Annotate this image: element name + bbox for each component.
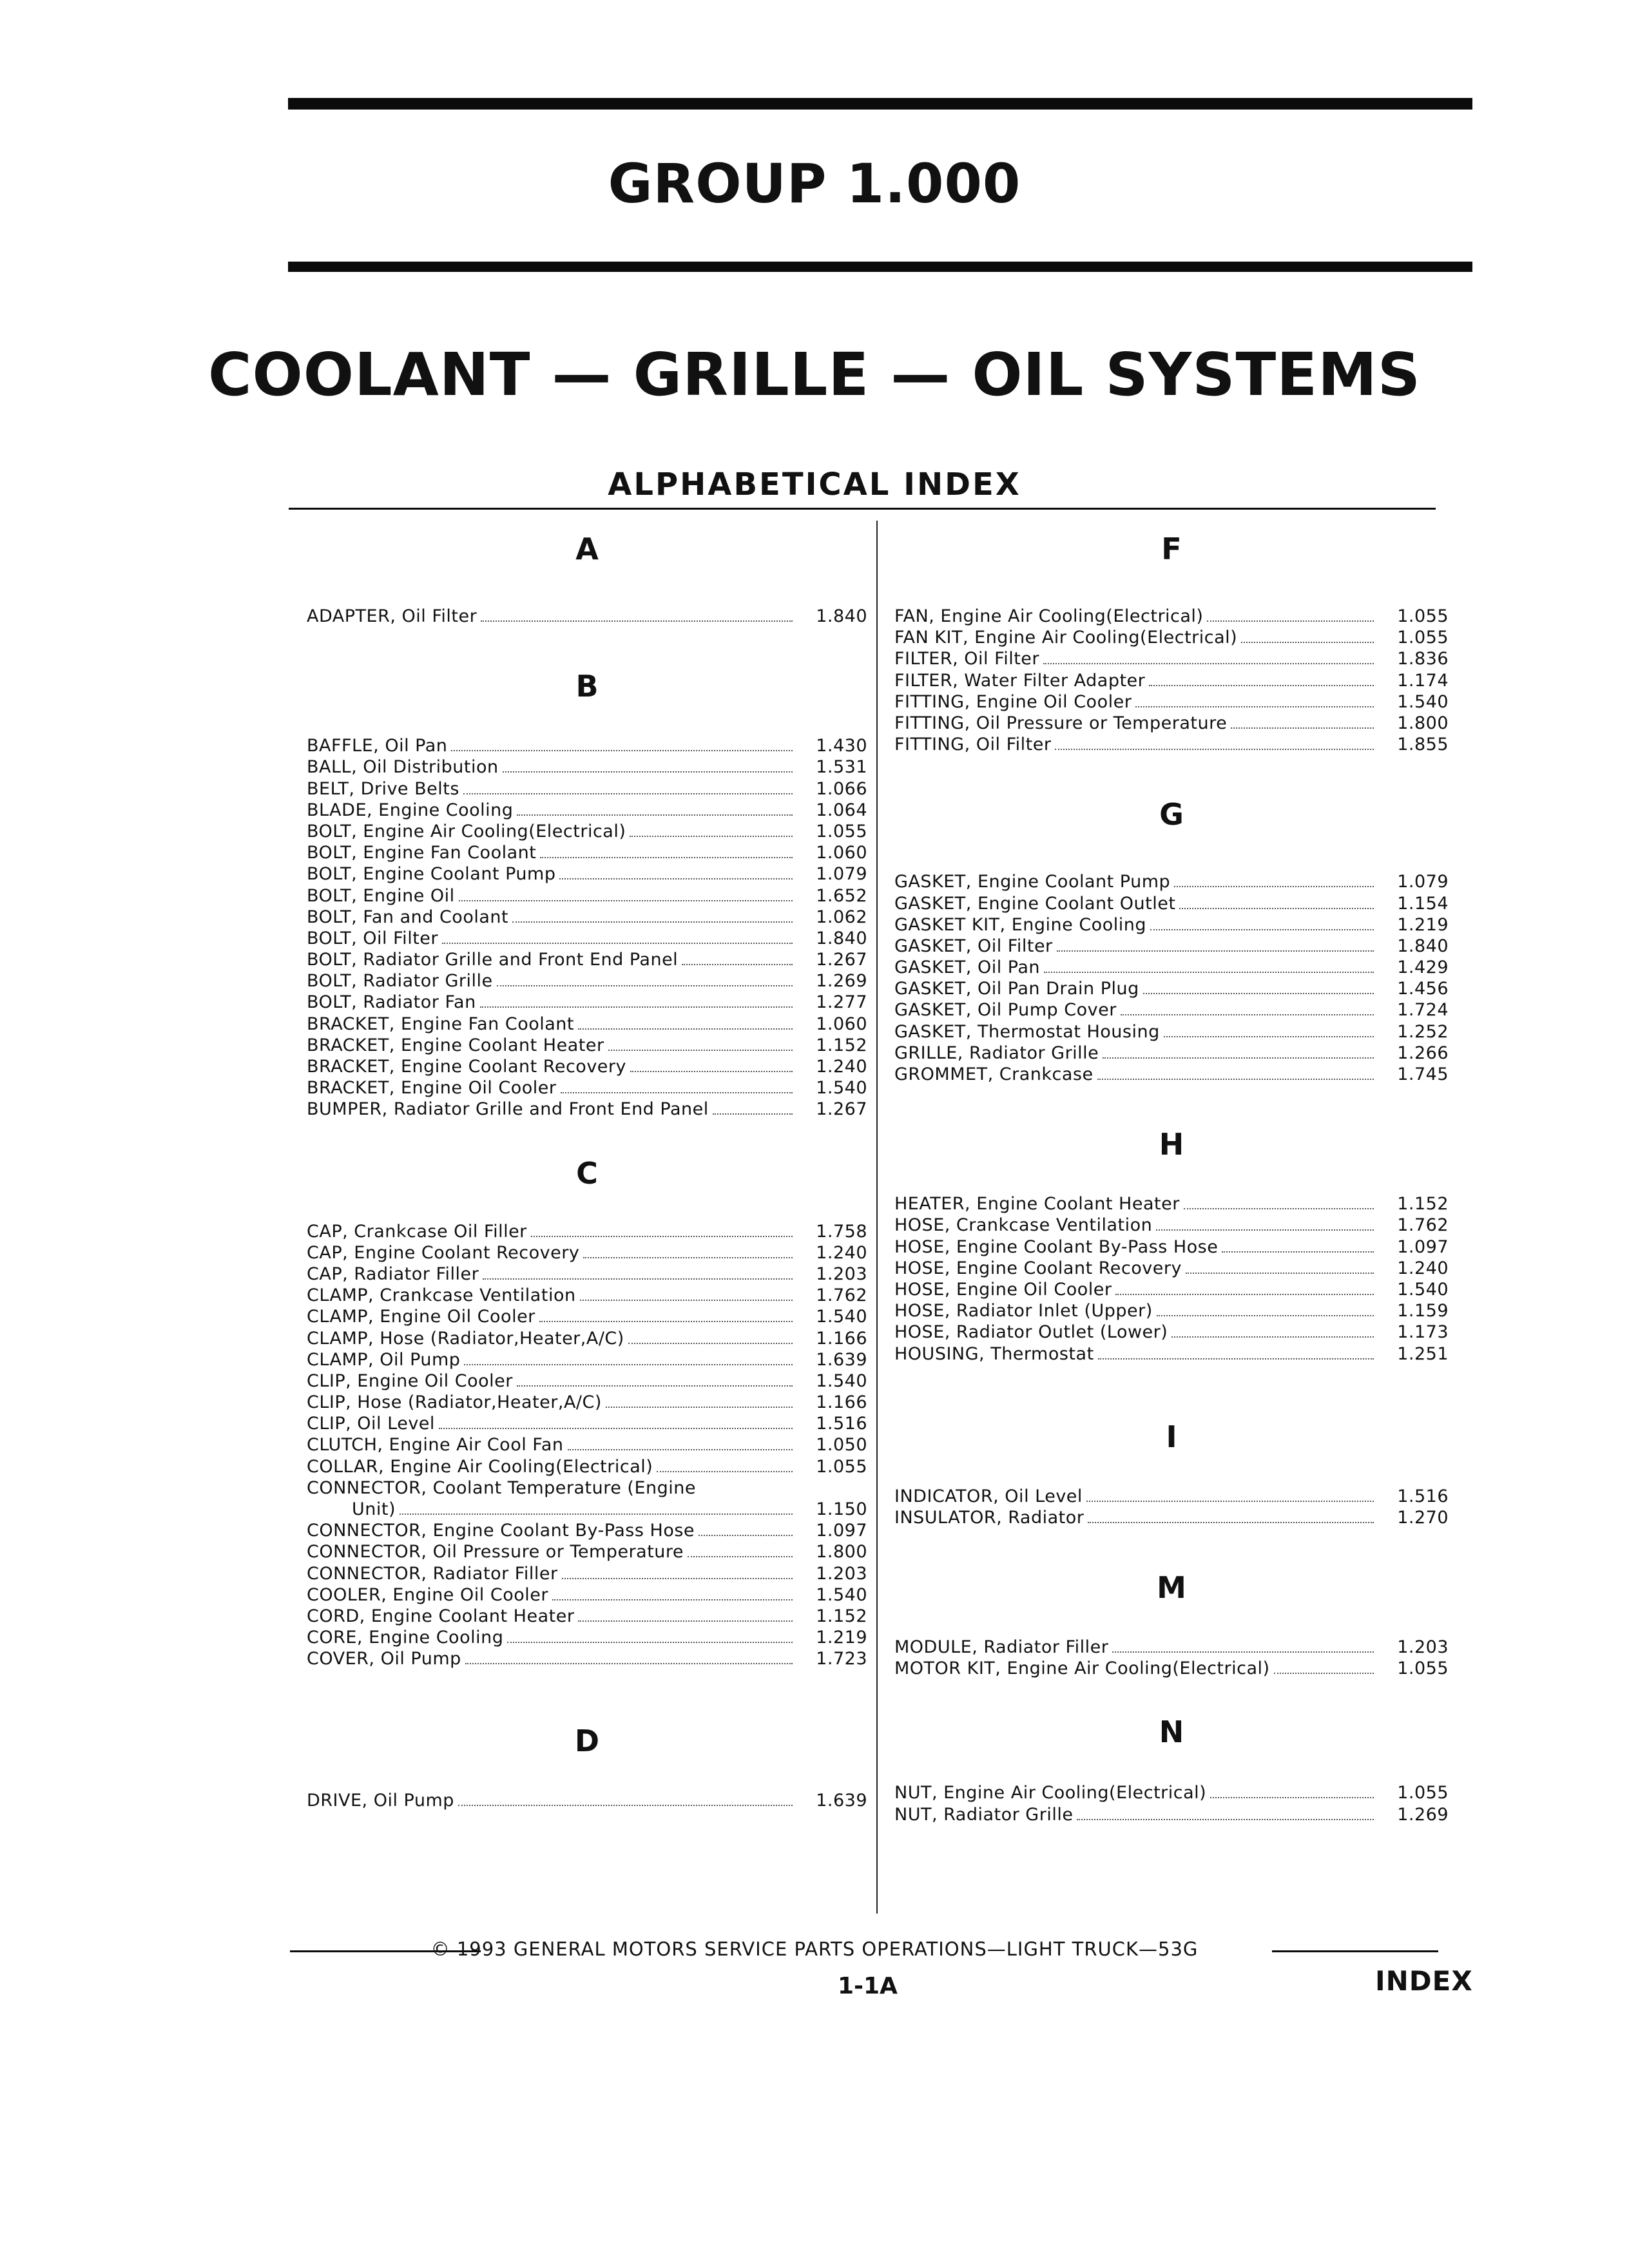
entry-number: 1.269 <box>1397 1804 1449 1825</box>
entry-label: CAP, Engine Coolant Recovery <box>307 1242 580 1263</box>
entry-label: COOLER, Engine Oil Cooler <box>307 1584 548 1605</box>
entry-label: BOLT, Radiator Grille and Front End Panel <box>307 950 679 970</box>
entry-number: 1.758 <box>816 1221 867 1242</box>
index-entry <box>894 1236 1449 1258</box>
index-entry <box>307 1499 867 1520</box>
index-entry <box>894 1782 1449 1803</box>
entry-label: DRIVE, Oil Pump <box>307 1790 454 1811</box>
index-entry <box>894 1321 1449 1343</box>
section-m-entries <box>894 1637 1449 1679</box>
index-column-right <box>894 528 1449 1825</box>
entry-label: BAFFLE, Oil Pan <box>307 736 448 756</box>
section-g-entries <box>894 871 1449 1085</box>
entry-label: GASKET, Oil Pan Drain Plug <box>894 979 1139 999</box>
section-n-entries <box>894 1782 1449 1825</box>
group-rule <box>288 262 1472 272</box>
index-entry <box>307 1520 867 1541</box>
entry-number: 1.800 <box>1397 713 1449 733</box>
index-title: ALPHABETICAL INDEX <box>608 466 1021 503</box>
entry-label: GASKET, Engine Coolant Outlet <box>894 893 1176 914</box>
entry-label: BALL, Oil Distribution <box>307 757 499 778</box>
index-entry <box>307 992 867 1013</box>
index-entry <box>307 1648 867 1669</box>
index-entry <box>894 1258 1449 1279</box>
entry-label: HOSE, Radiator Outlet (Lower) <box>894 1322 1168 1343</box>
index-entry <box>307 1306 867 1327</box>
entry-number: 1.639 <box>816 1349 867 1370</box>
entry-number: 1.516 <box>1397 1486 1449 1506</box>
entry-label: BOLT, Radiator Fan <box>307 992 476 1013</box>
entry-label: MODULE, Radiator Filler <box>894 1637 1109 1658</box>
index-entry <box>307 1221 867 1242</box>
index-entry <box>307 970 867 992</box>
section-a-entries <box>307 606 867 627</box>
entry-label: BRACKET, Engine Oil Cooler <box>307 1078 557 1099</box>
section-c-entries <box>307 1221 867 1670</box>
index-entry <box>307 1392 867 1413</box>
index-entry <box>894 893 1449 914</box>
index-entry <box>307 1099 867 1120</box>
index-entry <box>894 1486 1449 1507</box>
section-g <box>894 794 1449 871</box>
entry-number: 1.540 <box>816 1078 867 1099</box>
index-entry <box>307 778 867 800</box>
section-letter: N <box>1159 1715 1184 1750</box>
entry-label: CORE, Engine Cooling <box>307 1628 504 1648</box>
entry-number: 1.064 <box>816 800 867 820</box>
entry-label: BELT, Drive Belts <box>307 778 459 799</box>
entry-number: 1.800 <box>816 1542 867 1562</box>
entry-label: FITTING, Oil Pressure or Temperature <box>894 713 1228 733</box>
index-entry <box>894 627 1449 648</box>
entry-number: 1.745 <box>1397 1064 1449 1084</box>
main-title: COOLANT — GRILLE — OIL SYSTEMS <box>208 340 1421 409</box>
index-tag: INDEX <box>1375 1965 1473 1997</box>
entry-number: 1.762 <box>1397 1215 1449 1236</box>
entry-label: FAN, Engine Air Cooling(Electrical) <box>894 606 1204 626</box>
entry-label: HOSE, Engine Oil Cooler <box>894 1279 1112 1300</box>
index-entry <box>894 670 1449 691</box>
index-entry <box>894 1658 1449 1679</box>
index-entry <box>307 1434 867 1456</box>
index-entry <box>307 1328 867 1349</box>
entry-number: 1.540 <box>1397 691 1449 712</box>
index-entry <box>307 1014 867 1035</box>
entry-label: INDICATOR, Oil Level <box>894 1486 1083 1506</box>
entry-label: Unit) <box>352 1499 396 1519</box>
index-entry <box>307 885 867 907</box>
section-i-entries <box>894 1486 1449 1528</box>
index-entry <box>307 1242 867 1264</box>
entry-label: BOLT, Engine Air Cooling(Electrical) <box>307 821 626 841</box>
entry-number: 1.055 <box>1397 1783 1449 1803</box>
entry-label: FAN KIT, Engine Air Cooling(Electrical) <box>894 628 1238 648</box>
entry-label: CONNECTOR, Coolant Temperature (Engine <box>307 1477 696 1498</box>
entry-number: 1.540 <box>816 1370 867 1391</box>
entry-number: 1.251 <box>1397 1343 1449 1364</box>
section-letter: B <box>575 669 599 704</box>
entry-number: 1.724 <box>1397 1000 1449 1021</box>
index-entry <box>894 648 1449 669</box>
entry-number: 1.266 <box>1397 1043 1449 1063</box>
entry-number: 1.267 <box>816 950 867 970</box>
entry-number: 1.540 <box>816 1307 867 1327</box>
entry-label: CORD, Engine Coolant Heater <box>307 1606 575 1626</box>
entry-label: CAP, Crankcase Oil Filler <box>307 1221 527 1242</box>
index-entry <box>307 1606 867 1627</box>
entry-label: BLADE, Engine Cooling <box>307 800 514 820</box>
index-entry <box>307 735 867 756</box>
entry-number: 1.456 <box>1397 979 1449 999</box>
index-entry <box>307 1790 867 1811</box>
entry-label: GASKET, Thermostat Housing <box>894 1021 1160 1042</box>
section-letter: F <box>1161 532 1182 566</box>
entry-label: NUT, Radiator Grille <box>894 1804 1074 1825</box>
index-entry <box>307 1077 867 1099</box>
entry-number: 1.097 <box>816 1521 867 1541</box>
index-entry <box>894 999 1449 1021</box>
entry-number: 1.639 <box>816 1790 867 1811</box>
entry-label: HOSE, Radiator Inlet (Upper) <box>894 1301 1153 1321</box>
section-n <box>894 1711 1449 1782</box>
entry-label: BOLT, Engine Fan Coolant <box>307 843 537 863</box>
entry-number: 1.762 <box>816 1285 867 1306</box>
section-letter: I <box>1166 1419 1177 1454</box>
section-a <box>307 528 867 606</box>
entry-label: CONNECTOR, Radiator Filler <box>307 1563 558 1584</box>
index-entry <box>307 1477 867 1499</box>
index-entry <box>894 606 1449 627</box>
index-entry <box>894 1215 1449 1236</box>
entry-number: 1.240 <box>816 1057 867 1077</box>
section-m <box>894 1567 1449 1637</box>
entry-label: GASKET, Oil Pan <box>894 957 1041 978</box>
entry-number: 1.652 <box>816 885 867 906</box>
index-entry <box>307 1584 867 1606</box>
section-letter: G <box>1159 797 1184 832</box>
index-entry <box>894 1804 1449 1825</box>
entry-label: BUMPER, Radiator Grille and Front End Panel <box>307 1099 709 1120</box>
entry-number: 1.166 <box>816 1392 867 1413</box>
entry-label: FITTING, Oil Filter <box>894 735 1052 755</box>
entry-number: 1.429 <box>1397 957 1449 978</box>
index-entry <box>894 713 1449 734</box>
entry-label: BRACKET, Engine Coolant Heater <box>307 1035 604 1055</box>
entry-label: CAP, Radiator Filler <box>307 1264 479 1284</box>
index-entry <box>894 936 1449 957</box>
section-h-entries <box>894 1193 1449 1365</box>
entry-label: COLLAR, Engine Air Cooling(Electrical) <box>307 1456 653 1477</box>
entry-number: 1.060 <box>816 1014 867 1034</box>
entry-label: GASKET, Oil Filter <box>894 936 1053 956</box>
entry-label: FILTER, Water Filter Adapter <box>894 670 1146 691</box>
entry-label: CLIP, Hose (Radiator,Heater,A/C) <box>307 1392 602 1413</box>
top-rule <box>288 98 1472 110</box>
entry-number: 1.203 <box>816 1264 867 1284</box>
section-d <box>307 1720 867 1790</box>
index-entry <box>307 756 867 778</box>
entry-number: 1.240 <box>1397 1258 1449 1278</box>
index-entry <box>894 914 1449 936</box>
section-f <box>894 528 1449 606</box>
entry-label: COVER, Oil Pump <box>307 1649 461 1669</box>
entry-label: CLUTCH, Engine Air Cool Fan <box>307 1435 564 1456</box>
index-entry <box>307 1349 867 1370</box>
section-letter: A <box>575 532 599 566</box>
entry-label: BOLT, Fan and Coolant <box>307 907 509 927</box>
entry-number: 1.173 <box>1397 1322 1449 1343</box>
index-entry <box>894 734 1449 755</box>
entry-number: 1.152 <box>816 1035 867 1055</box>
entry-number: 1.430 <box>816 736 867 756</box>
entry-number: 1.055 <box>816 821 867 841</box>
section-letter: H <box>1159 1127 1184 1162</box>
entry-number: 1.219 <box>1397 914 1449 935</box>
entry-number: 1.219 <box>816 1628 867 1648</box>
index-entry <box>894 871 1449 892</box>
index-entry <box>894 1507 1449 1528</box>
entry-number: 1.855 <box>1397 735 1449 755</box>
index-entry <box>307 1035 867 1056</box>
index-entry <box>894 1193 1449 1215</box>
entry-label: CLIP, Oil Level <box>307 1414 435 1434</box>
page-number: 1-1A <box>838 1973 898 1999</box>
index-entry <box>894 1064 1449 1085</box>
entry-number: 1.277 <box>816 992 867 1013</box>
section-d-entries <box>307 1790 867 1811</box>
index-entry <box>307 821 867 842</box>
index-entry <box>307 1264 867 1285</box>
entry-number: 1.540 <box>1397 1279 1449 1300</box>
entry-label: BOLT, Radiator Grille <box>307 971 493 992</box>
entry-number: 1.203 <box>1397 1637 1449 1658</box>
entry-label: FILTER, Oil Filter <box>894 649 1039 669</box>
entry-number: 1.267 <box>816 1099 867 1120</box>
index-entry <box>307 842 867 863</box>
entry-label: BOLT, Oil Filter <box>307 928 438 948</box>
entry-number: 1.055 <box>1397 628 1449 648</box>
entry-label: BOLT, Engine Coolant Pump <box>307 864 556 885</box>
index-entry <box>307 863 867 885</box>
entry-number: 1.269 <box>816 971 867 992</box>
entry-label: CLAMP, Hose (Radiator,Heater,A/C) <box>307 1328 624 1349</box>
entry-number: 1.174 <box>1397 670 1449 691</box>
section-i <box>894 1416 1449 1486</box>
index-entry <box>894 1279 1449 1300</box>
index-entry <box>307 949 867 970</box>
section-c <box>307 1153 867 1221</box>
index-entry <box>307 1370 867 1392</box>
entry-number: 1.055 <box>1397 606 1449 626</box>
section-letter: D <box>574 1723 600 1758</box>
entry-label: HOSE, Engine Coolant By-Pass Hose <box>894 1236 1219 1257</box>
index-entry <box>894 1021 1449 1043</box>
entry-number: 1.079 <box>1397 872 1449 892</box>
group-title: GROUP 1.000 <box>608 152 1021 215</box>
index-column-left <box>307 528 867 1811</box>
entry-number: 1.152 <box>816 1606 867 1626</box>
entry-number: 1.840 <box>816 928 867 948</box>
index-entry <box>894 978 1449 999</box>
entry-label: CLAMP, Oil Pump <box>307 1349 461 1370</box>
index-entry <box>307 606 867 627</box>
entry-number: 1.270 <box>1397 1507 1449 1528</box>
entry-number: 1.066 <box>816 778 867 799</box>
entry-label: GRILLE, Radiator Grille <box>894 1043 1099 1063</box>
entry-label: HOSE, Crankcase Ventilation <box>894 1215 1153 1236</box>
entry-label: BRACKET, Engine Coolant Recovery <box>307 1057 626 1077</box>
index-entry <box>307 1627 867 1648</box>
entry-label: CLIP, Engine Oil Cooler <box>307 1370 513 1391</box>
entry-number: 1.516 <box>816 1414 867 1434</box>
entry-label: ADAPTER, Oil Filter <box>307 606 477 626</box>
section-b-entries <box>307 735 867 1120</box>
entry-number: 1.836 <box>1397 649 1449 669</box>
entry-label: FITTING, Engine Oil Cooler <box>894 691 1132 712</box>
entry-number: 1.055 <box>816 1456 867 1477</box>
entry-number: 1.150 <box>816 1499 867 1519</box>
index-entry <box>894 1043 1449 1064</box>
entry-number: 1.203 <box>816 1563 867 1584</box>
entry-label: GASKET, Oil Pump Cover <box>894 1000 1117 1021</box>
entry-label: HOUSING, Thermostat <box>894 1343 1094 1364</box>
entry-number: 1.166 <box>816 1328 867 1349</box>
index-entry <box>307 1456 867 1477</box>
index-entry <box>307 1541 867 1562</box>
section-letter: C <box>576 1155 598 1191</box>
index-entry <box>894 691 1449 713</box>
entry-number: 1.240 <box>816 1242 867 1263</box>
entry-label: HOSE, Engine Coolant Recovery <box>894 1258 1182 1278</box>
entry-label: CLAMP, Crankcase Ventilation <box>307 1285 576 1306</box>
copyright-footer: © 1993 GENERAL MOTORS SERVICE PARTS OPERATIONS—LIGHT TRUCK—53G <box>430 1938 1199 1960</box>
entry-number: 1.840 <box>1397 936 1449 956</box>
entry-label: INSULATOR, Radiator <box>894 1507 1084 1528</box>
entry-label: GASKET, Engine Coolant Pump <box>894 872 1171 892</box>
entry-label: GASKET KIT, Engine Cooling <box>894 914 1146 935</box>
entry-number: 1.723 <box>816 1649 867 1669</box>
entry-label: HEATER, Engine Coolant Heater <box>894 1194 1180 1215</box>
index-entry <box>894 1343 1449 1365</box>
section-h <box>894 1124 1449 1193</box>
section-f-entries <box>894 606 1449 755</box>
index-entry <box>307 1056 867 1077</box>
index-entry <box>307 1413 867 1434</box>
index-entry <box>307 928 867 949</box>
entry-number: 1.060 <box>816 843 867 863</box>
entry-label: CLAMP, Engine Oil Cooler <box>307 1307 535 1327</box>
entry-number: 1.531 <box>816 757 867 778</box>
index-entry <box>307 800 867 821</box>
entry-number: 1.159 <box>1397 1301 1449 1321</box>
section-b <box>307 666 867 735</box>
entry-number: 1.062 <box>816 907 867 927</box>
index-rule <box>289 508 1436 510</box>
section-letter: M <box>1157 1570 1186 1606</box>
index-entry <box>894 957 1449 978</box>
entry-number: 1.152 <box>1397 1194 1449 1215</box>
index-entry <box>307 907 867 928</box>
entry-number: 1.840 <box>816 606 867 626</box>
entry-number: 1.097 <box>1397 1236 1449 1257</box>
entry-label: BOLT, Engine Oil <box>307 885 455 906</box>
index-entry <box>307 1285 867 1306</box>
entry-number: 1.252 <box>1397 1021 1449 1042</box>
index-entry <box>894 1300 1449 1321</box>
column-divider <box>876 521 878 1914</box>
entry-label: CONNECTOR, Engine Coolant By-Pass Hose <box>307 1521 695 1541</box>
entry-number: 1.154 <box>1397 893 1449 914</box>
entry-number: 1.540 <box>816 1584 867 1605</box>
entry-label: GROMMET, Crankcase <box>894 1064 1094 1084</box>
entry-number: 1.055 <box>1397 1658 1449 1679</box>
index-entry <box>894 1637 1449 1658</box>
entry-label: MOTOR KIT, Engine Air Cooling(Electrical) <box>894 1658 1270 1679</box>
entry-label: BRACKET, Engine Fan Coolant <box>307 1014 575 1034</box>
index-entry <box>307 1563 867 1584</box>
entry-label: CONNECTOR, Oil Pressure or Temperature <box>307 1542 684 1562</box>
entry-number: 1.079 <box>816 864 867 885</box>
entry-number: 1.050 <box>816 1435 867 1456</box>
entry-label: NUT, Engine Air Cooling(Electrical) <box>894 1783 1207 1803</box>
